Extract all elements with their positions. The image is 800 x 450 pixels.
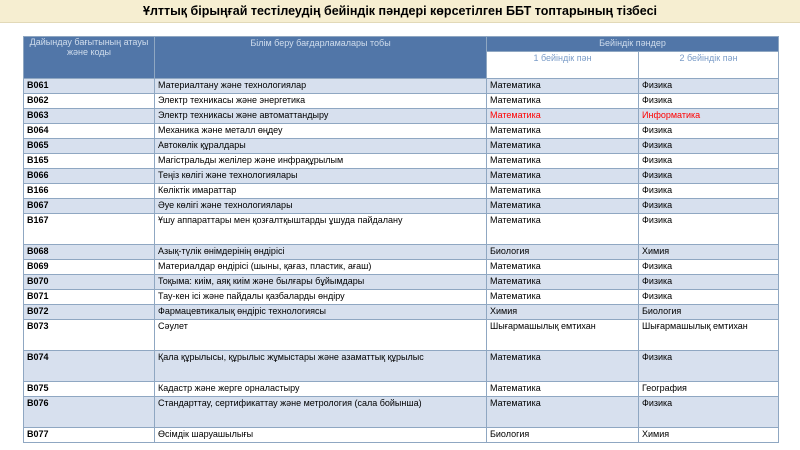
row-subject-1: Математика (487, 169, 639, 184)
table-row (24, 382, 779, 397)
row-subject-1: Математика (487, 94, 639, 109)
table-row (24, 397, 779, 428)
row-subject-2: Физика (639, 79, 779, 94)
row-program-name: Көліктік имараттар (155, 184, 487, 199)
row-subject-1: Математика (487, 351, 639, 382)
table-row (24, 260, 779, 275)
row-code: B061 (24, 79, 155, 94)
row-subject-1: Шығармашылық емтихан (487, 320, 639, 351)
row-subject-2: Физика (639, 139, 779, 154)
row-program-name: Тау-кен ісі және пайдалы қазбаларды өндіру (155, 290, 487, 305)
row-subject-1: Математика (487, 382, 639, 397)
table-row (24, 184, 779, 199)
table-row (24, 154, 779, 169)
row-subject-2: География (639, 382, 779, 397)
row-subject-1: Математика (487, 139, 639, 154)
row-code: B064 (24, 124, 155, 139)
row-program-name: Азық-түлік өнімдерінің өндірісі (155, 245, 487, 260)
row-subject-2: Шығармашылық емтихан (639, 320, 779, 351)
row-program-name: Ұшу аппараттары мен қозғалтқыштарды ұшуда пайдалану (155, 214, 487, 245)
row-subject-1: Математика (487, 184, 639, 199)
row-program-name: Тоқыма: киім, аяқ киім және былғары бұйымдары (155, 275, 487, 290)
table-row (24, 245, 779, 260)
table-row (24, 351, 779, 382)
table-row (24, 94, 779, 109)
row-code: B071 (24, 290, 155, 305)
table-row (24, 305, 779, 320)
row-program-name: Стандарттау, сертификаттау және метрология (сала бойынша) (155, 397, 487, 428)
row-subject-1: Математика (487, 275, 639, 290)
table-body (24, 79, 779, 443)
row-subject-2: Физика (639, 275, 779, 290)
row-program-name: Автокөлік құралдары (155, 139, 487, 154)
row-subject-2: Физика (639, 184, 779, 199)
row-code: B072 (24, 305, 155, 320)
table-row (24, 320, 779, 351)
row-code: B165 (24, 154, 155, 169)
row-subject-2: Химия (639, 245, 779, 260)
row-subject-1: Биология (487, 428, 639, 443)
row-program-name: Теңіз көлігі және технологиялары (155, 169, 487, 184)
row-code: B065 (24, 139, 155, 154)
row-subject-1: Математика (487, 397, 639, 428)
row-program-name: Фармацевтикалық өндіріс технологиясы (155, 305, 487, 320)
col-header-profile-subjects: Бейіндік пәндер (487, 37, 779, 52)
table-row (24, 214, 779, 245)
table-row (24, 109, 779, 124)
row-code: B166 (24, 184, 155, 199)
row-subject-2: Физика (639, 214, 779, 245)
table-row (24, 124, 779, 139)
row-code: B074 (24, 351, 155, 382)
col-header-subject-1: 1 бейіндік пән (487, 52, 639, 79)
row-subject-2: Физика (639, 169, 779, 184)
row-subject-2: Химия (639, 428, 779, 443)
row-subject-2: Физика (639, 199, 779, 214)
row-subject-2: Физика (639, 124, 779, 139)
row-subject-1: Химия (487, 305, 639, 320)
row-program-name: Әуе көлігі және технологиялары (155, 199, 487, 214)
row-program-name: Материалтану және технологиялар (155, 79, 487, 94)
row-subject-2: Физика (639, 154, 779, 169)
row-code: B073 (24, 320, 155, 351)
row-subject-1: Математика (487, 290, 639, 305)
row-subject-1: Математика (487, 79, 639, 94)
row-subject-1: Биология (487, 245, 639, 260)
row-subject-2: Физика (639, 351, 779, 382)
row-subject-1: Математика (487, 124, 639, 139)
row-subject-1: Математика (487, 260, 639, 275)
row-program-name: Механика және металл өңдеу (155, 124, 487, 139)
row-subject-2: Физика (639, 290, 779, 305)
page-title: Ұлттық бірыңғай тестілеудің бейіндік пәндері көрсетілген ББТ топтарының тізбесі (0, 0, 800, 23)
row-subject-2: Информатика (639, 109, 779, 124)
row-code: B069 (24, 260, 155, 275)
row-subject-2: Физика (639, 94, 779, 109)
row-code: B167 (24, 214, 155, 245)
row-code: B068 (24, 245, 155, 260)
table-row (24, 79, 779, 94)
row-program-name: Сәулет (155, 320, 487, 351)
row-code: B077 (24, 428, 155, 443)
table-row (24, 290, 779, 305)
row-code: B076 (24, 397, 155, 428)
row-code: B067 (24, 199, 155, 214)
subject-table (23, 36, 779, 443)
row-subject-1: Математика (487, 214, 639, 245)
row-program-name: Электр техникасы және автоматтандыру (155, 109, 487, 124)
row-program-name: Өсімдік шаруашылығы (155, 428, 487, 443)
row-code: B066 (24, 169, 155, 184)
col-header-subject-2: 2 бейіндік пән (639, 52, 779, 79)
row-code: B063 (24, 109, 155, 124)
row-code: B062 (24, 94, 155, 109)
table-row (24, 275, 779, 290)
row-code: B075 (24, 382, 155, 397)
table-row (24, 199, 779, 214)
table-row (24, 169, 779, 184)
row-program-name: Қала құрылысы, құрылыс жұмыстары және азаматтық құрылыс (155, 351, 487, 382)
row-program-name: Материалдар өндірісі (шыны, қағаз, пластик, ағаш) (155, 260, 487, 275)
row-subject-2: Физика (639, 260, 779, 275)
col-header-program-group: Білім беру бағдарламалары тобы (155, 37, 487, 79)
row-code: B070 (24, 275, 155, 290)
row-subject-2: Физика (639, 397, 779, 428)
row-subject-1: Математика (487, 109, 639, 124)
row-subject-2: Биология (639, 305, 779, 320)
table-row (24, 428, 779, 443)
row-subject-1: Математика (487, 154, 639, 169)
row-program-name: Кадастр және жерге орналастыру (155, 382, 487, 397)
col-header-direction: Дайындау бағытының атауы және коды (24, 37, 155, 79)
table-row (24, 139, 779, 154)
row-subject-1: Математика (487, 199, 639, 214)
row-program-name: Магістральды желілер және инфрақұрылым (155, 154, 487, 169)
row-program-name: Электр техникасы және энергетика (155, 94, 487, 109)
